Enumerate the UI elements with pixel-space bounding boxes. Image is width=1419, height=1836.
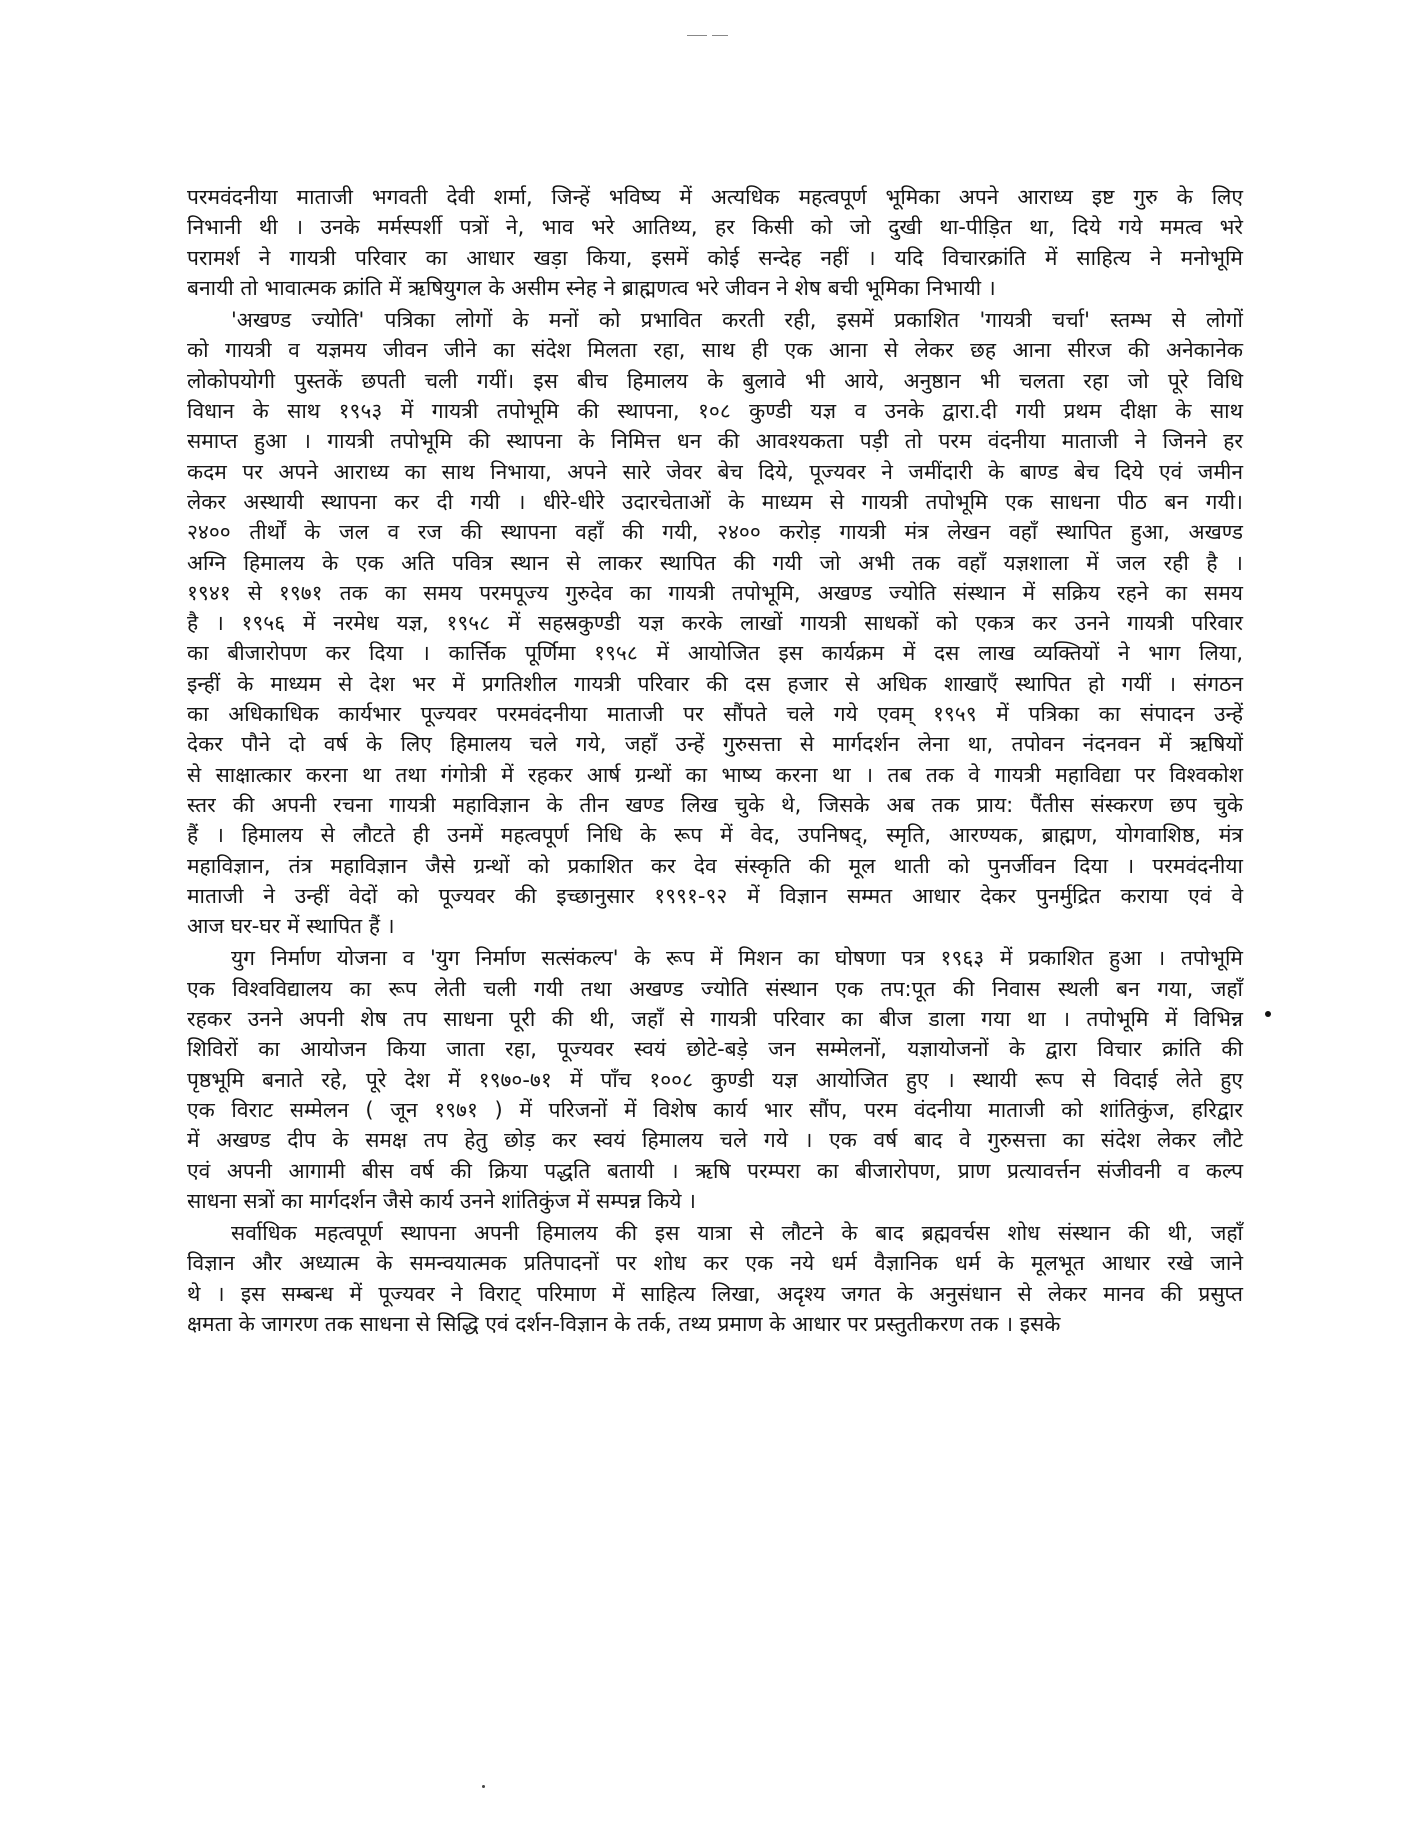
- text-line: निभानी थी । उनके मर्मस्पर्शी पत्रों ने, भाव भरे आतिथ्य, हर किसी को जो दुखी था-पीड़ित था, दिये गये ममत्व भरे: [187, 215, 1243, 240]
- text-line: आज घर-घर में स्थापित हैं ।: [187, 914, 395, 939]
- text-line: में अखण्ड दीप के समक्ष तप हेतु छोड़ कर स्वयं हिमालय चले गये । एक वर्ष बाद वे गुरुसत्ता का संदेश लेकर लौटे: [187, 1128, 1243, 1153]
- text-line: विज्ञान और अध्यात्म के समन्वयात्मक प्रतिपादनों पर शोध कर एक नये धर्म वैज्ञानिक धर्म के मूलभूत आधार रखे जाने: [187, 1251, 1243, 1276]
- text-line: परामर्श ने गायत्री परिवार का आधार खड़ा किया, इसमें कोई सन्देह नहीं । यदि विचारक्रांति में साहित्य ने मनोभूमि: [187, 245, 1243, 270]
- text-line: एक विश्वविद्यालय का रूप लेती चली गयी तथा अखण्ड ज्योति संस्थान एक तप:पूत की निवास स्थली बन गया, जहाँ: [187, 976, 1243, 1001]
- text-line: का अधिकाधिक कार्यभार पूज्यवर परमवंदनीया माताजी पर सौंपते चले गये एवम् १९५९ में पत्रिका का संपादन उन्हें: [187, 702, 1243, 727]
- text-line: परमवंदनीया माताजी भगवती देवी शर्मा, जिन्हें भविष्य में अत्यधिक महत्वपूर्ण भूमिका अपने आराध्य इष्ट गुरु के लिए: [187, 185, 1243, 209]
- text-line: लोकोपयोगी पुस्तकें छपती चली गयीं। इस बीच हिमालय के बुलावे भी आये, अनुष्ठान भी चलता रहा जो पूरे विधि: [187, 368, 1243, 393]
- text-line: कदम पर अपने आराध्य का साथ निभाया, अपने सारे जेवर बेच दिये, पूज्यवर ने जमींदारी के बाण्ड बेच दिये एवं जमीन: [187, 459, 1243, 484]
- scan-speck: [482, 1785, 485, 1788]
- text-line: पृष्ठभूमि बनाते रहे, पूरे देश में १९७०-७१ में पाँच १००८ कुण्डी यज्ञ आयोजित हुए । स्थायी रूप से विदाई लेते हुए: [187, 1067, 1243, 1092]
- text-line: इन्हीं के माध्यम से देश भर में प्रगतिशील गायत्री परिवार की दस हजार से अधिक शाखाएँ स्थापित हो गयीं । संगठन: [187, 671, 1243, 696]
- text-line: हैं । हिमालय से लौटते ही उनमें महत्वपूर्ण निधि के रूप में वेद, उपनिषद्, स्मृति, आरण्यक, ब्राह्मण, योगवाशिष्ठ, मंत्र: [187, 823, 1243, 848]
- text-line: विधान के साथ १९५३ में गायत्री तपोभूमि की स्थापना, १०८ कुण्डी यज्ञ व उनके द्वारा.दी गयी प्रथम दीक्षा के साथ: [187, 399, 1243, 424]
- text-line: सर्वाधिक महत्वपूर्ण स्थापना अपनी हिमालय की इस यात्रा से लौटने के बाद ब्रह्मवर्चस शोध संस्थान की थी, जहाँ: [231, 1221, 1243, 1246]
- text-line: को गायत्री व यज्ञमय जीवन जीने का संदेश मिलता रहा, साथ ही एक आना से लेकर छह आना सीरज की अनेकानेक: [187, 338, 1243, 363]
- text-line: लेकर अस्थायी स्थापना कर दी गयी । धीरे-धीरे उदारचेताओं के माध्यम से गायत्री तपोभूमि एक साधना पीठ बन गयी।: [187, 489, 1243, 514]
- paragraph: [187, 943, 1243, 1216]
- text-line: माताजी ने उन्हीं वेदों को पूज्यवर की इच्छानुसार १९९१-९२ में विज्ञान सम्मत आधार देकर पुनर्मुद्रित कराया एवं वे: [187, 883, 1243, 908]
- text-line: से साक्षात्कार करना था तथा गंगोत्री में रहकर आर्ष ग्रन्थों का भाष्य करना था । तब तक वे गायत्री महाविद्या पर विश्वकोश: [187, 762, 1243, 787]
- text-line: अग्नि हिमालय के एक अति पवित्र स्थान से लाकर स्थापित की गयी जो अभी तक वहाँ यज्ञशाला में जल रही है ।: [187, 550, 1243, 575]
- paragraph: [187, 182, 1243, 303]
- text-line: महाविज्ञान, तंत्र महाविज्ञान जैसे ग्रन्थों को प्रकाशित कर देव संस्कृति की मूल थाती को पुनर्जीवन दिया । परमवंदनीया: [187, 853, 1243, 878]
- text-line: एवं अपनी आगामी बीस वर्ष की क्रिया पद्धति बतायी । ऋषि परम्परा का बीजारोपण, प्राण प्रत्यावर्त्तन संजीवनी व कल्प: [187, 1158, 1243, 1183]
- header-rule-mark: [687, 35, 733, 37]
- paragraph: [187, 305, 1243, 941]
- scan-speck: [1265, 1011, 1271, 1017]
- text-line: देकर पौने दो वर्ष के लिए हिमालय चले गये, जहाँ उन्हें गुरुसत्ता से मार्गदर्शन लेना था, तपोवन नंदनवन में ऋषियों: [187, 732, 1243, 757]
- text-line: का बीजारोपण कर दिया । कार्त्तिक पूर्णिमा १९५८ में आयोजित इस कार्यक्रम में दस लाख व्यक्तियों ने भाग लिया,: [187, 641, 1243, 666]
- text-line: 'अखण्ड ज्योति' पत्रिका लोगों के मनों को प्रभावित करती रही, इसमें प्रकाशित 'गायत्री चर्चा' स्तम्भ से लोगों: [231, 308, 1243, 333]
- text-line: है । १९५६ में नरमेध यज्ञ, १९५८ में सहस्रकुण्डी यज्ञ करके लाखों गायत्री साधकों को एकत्र कर उनने गायत्री परिवार: [187, 611, 1243, 636]
- text-line: साधना सत्रों का मार्गदर्शन जैसे कार्य उनने शांतिकुंज में सम्पन्न किये ।: [187, 1188, 697, 1213]
- text-line: क्षमता के जागरण तक साधना से सिद्धि एवं दर्शन-विज्ञान के तर्क, तथ्य प्रमाण के आधार पर प्रस्तुतीकरण तक । इसके: [187, 1311, 1061, 1336]
- text-line: बनायी तो भावात्मक क्रांति में ऋषियुगल के असीम स्नेह ने ब्राह्मणत्व भरे जीवन ने शेष बची भूमिका निभायी ।: [187, 275, 996, 300]
- text-line: थे । इस सम्बन्ध में पूज्यवर ने विराट् परिमाण में साहित्य लिखा, अदृश्य जगत के अनुसंधान से लेकर मानव की प्रसुप्त: [187, 1281, 1243, 1306]
- text-line: स्तर की अपनी रचना गायत्री महाविज्ञान के तीन खण्ड लिख चुके थे, जिसके अब तक प्राय: पैंतीस संस्करण छप चुके: [187, 792, 1243, 817]
- text-line: शिविरों का आयोजन किया जाता रहा, पूज्यवर स्वयं छोटे-बड़े जन सम्मेलनों, यज्ञायोजनों के द्वारा विचार क्रांति की: [187, 1037, 1243, 1062]
- body-text: [187, 182, 1243, 1339]
- paragraph: [187, 1218, 1243, 1339]
- text-line: रहकर उनने अपनी शेष तप साधना पूरी की थी, जहाँ से गायत्री परिवार का बीज डाला गया था । तपोभूमि में विभिन्न: [187, 1007, 1243, 1032]
- text-line: २४०० तीर्थों के जल व रज की स्थापना वहाँ की गयी, २४०० करोड़ गायत्री मंत्र लेखन वहाँ स्थापित हुआ, अखण्ड: [187, 520, 1243, 545]
- text-line: समाप्त हुआ । गायत्री तपोभूमि की स्थापना के निमित्त धन की आवश्यकता पड़ी तो परम वंदनीया माताजी ने जिनने हर: [187, 429, 1243, 454]
- text-line: एक विराट सम्मेलन ( जून १९७१ ) में परिजनों में विशेष कार्य भार सौंप, परम वंदनीया माताजी को शांतिकुंज, हरिद्वार: [187, 1097, 1243, 1122]
- text-line: १९४१ से १९७१ तक का समय परमपूज्य गुरुदेव का गायत्री तपोभूमि, अखण्ड ज्योति संस्थान में सक्रिय रहने का समय: [187, 580, 1243, 605]
- text-line: युग निर्माण योजना व 'युग निर्माण सत्संकल्प' के रूप में मिशन का घोषणा पत्र १९६३ में प्रकाशित हुआ । तपोभूमि: [231, 946, 1243, 971]
